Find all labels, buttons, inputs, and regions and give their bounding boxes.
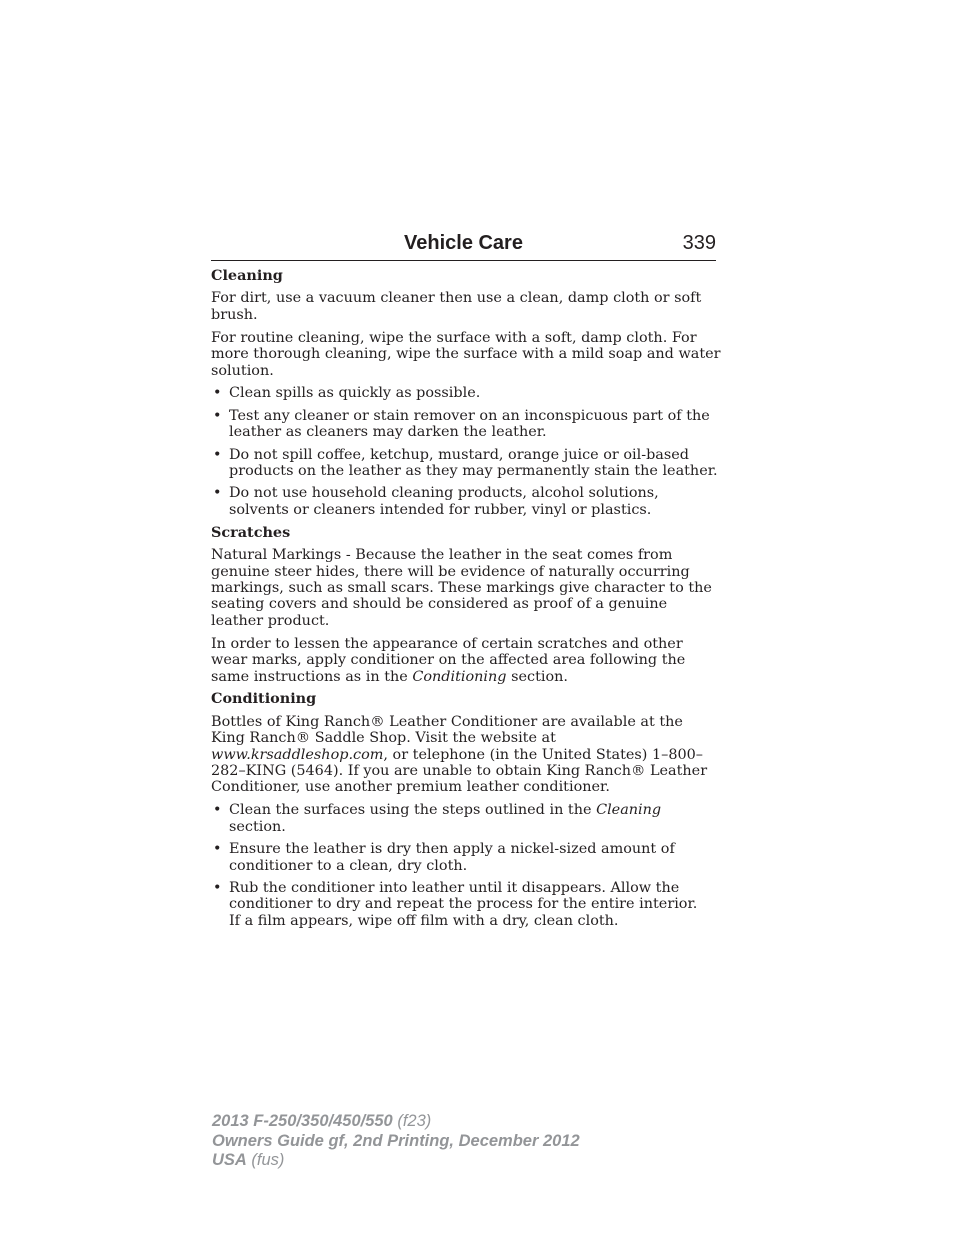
text-span: , or telephone (in the United States) 1–800–282–KING (5464). If you are unable to obtain King Ranch® Leather Conditioner, use another premium leather conditioner. <box>211 746 708 796</box>
conditioning-heading: Conditioning <box>211 690 317 708</box>
scratches-paragraph-2 <box>211 636 721 685</box>
list-item <box>211 841 721 874</box>
model-code: (f23) <box>392 1112 432 1130</box>
list-item-text: Clean spills as quickly as possible. <box>229 385 481 402</box>
bullet-icon: • <box>213 407 222 424</box>
market-code: (fus) <box>246 1151 285 1169</box>
text-span: section. <box>229 818 286 835</box>
footer-line-1 <box>212 1112 580 1132</box>
page-header <box>211 228 716 261</box>
list-item-text: Rub the conditioner into leather until it disappears. Allow the conditioner to dry and repeat the process for the entire interior. <box>229 880 698 913</box>
bullet-icon: • <box>213 841 222 858</box>
bullet-icon: • <box>213 485 222 502</box>
list-item <box>211 385 721 401</box>
conditioning-paragraph-1 <box>211 714 721 796</box>
footer-line-3 <box>212 1151 580 1171</box>
list-item <box>211 802 721 835</box>
list-item <box>211 447 721 480</box>
website-link[interactable]: www.krsaddleshop.com <box>211 746 384 763</box>
list-item-text: Ensure the leather is dry then apply a nickel-sized amount of conditioner to a clean, dry cloth. <box>229 841 675 874</box>
footer-line-2: Owners Guide gf, 2nd Printing, December 2012 <box>212 1131 580 1150</box>
text-span: Clean the surfaces using the steps outlined in the <box>229 802 597 819</box>
section-title: Vehicle Care <box>404 232 523 254</box>
scratches-paragraph-1: Natural Markings - Because the leather in the seat comes from genuine steer hides, there will be evidence of naturally occurring markings, such as small scars. These markings give character to the seating covers and should be considered as proof of a genuine leather product. <box>211 547 712 629</box>
text-span: In order to lessen the appearance of certain scratches and other wear marks, apply conditioner on the affected area following the same instructions as in the <box>211 635 686 685</box>
text-span: Bottles of King Ranch® Leather Conditioner are available at the King Ranch® Saddle Shop. Visit the website at <box>211 713 683 747</box>
list-item <box>211 880 721 929</box>
list-item-text: If a film appears, wipe off film with a dry, clean cloth. <box>229 912 619 929</box>
list-item-text: Do not spill coffee, ketchup, mustard, orange juice or oil-based products on the leather as they may permanently stain the leather. <box>229 446 718 480</box>
list-item-text: Do not use household cleaning products, alcohol solutions, solvents or cleaners intended for rubber, vinyl or plastics. <box>229 485 659 518</box>
cleaning-bullet-list <box>211 385 721 518</box>
conditioning-reference: Conditioning <box>412 668 507 685</box>
model-name: 2013 F-250/350/450/550 <box>212 1112 393 1130</box>
bullet-icon: • <box>213 385 222 402</box>
scratches-heading: Scratches <box>211 523 291 541</box>
page-content <box>211 268 721 936</box>
list-item-text: Test any cleaner or stain remover on an inconspicuous part of the leather as cleaners may darken the leather. <box>229 407 710 441</box>
page-footer <box>212 1112 580 1171</box>
text-span: section. <box>506 668 568 685</box>
bullet-icon: • <box>213 802 222 819</box>
cleaning-reference: Cleaning <box>596 802 662 819</box>
cleaning-paragraph-2: For routine cleaning, wipe the surface with a soft, damp cloth. For more thorough cleaning, wipe the surface with a mild soap and water solution. <box>211 329 721 379</box>
list-item <box>211 485 721 518</box>
page-number: 339 <box>682 232 716 254</box>
cleaning-paragraph-1: For dirt, use a vacuum cleaner then use a clean, damp cloth or soft brush. <box>211 290 702 323</box>
conditioning-bullet-list <box>211 802 721 929</box>
bullet-icon: • <box>213 880 222 896</box>
cleaning-heading: Cleaning <box>211 267 283 284</box>
bullet-icon: • <box>213 446 222 463</box>
market-name: USA <box>212 1151 247 1169</box>
list-item <box>211 408 721 441</box>
